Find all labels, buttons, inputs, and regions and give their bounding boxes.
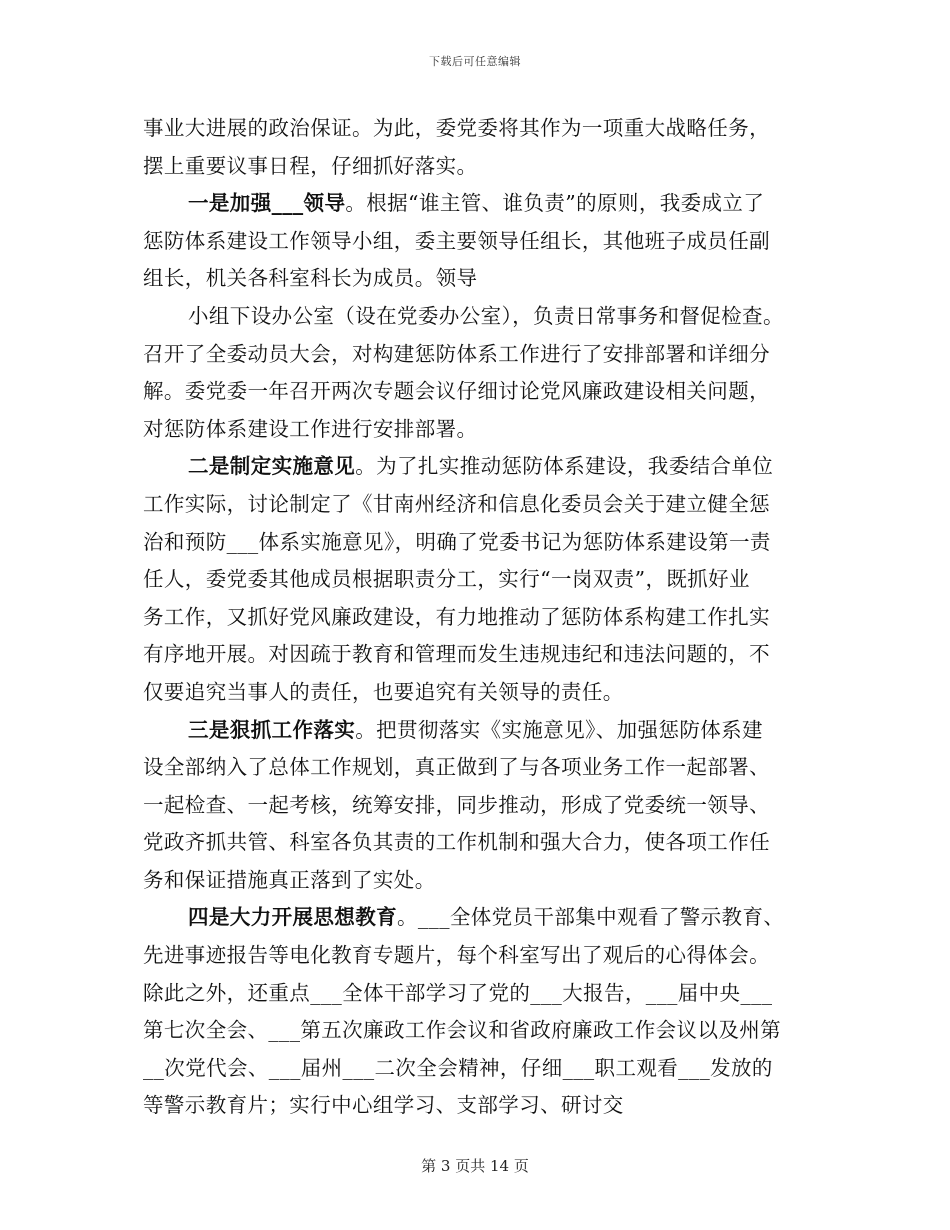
paragraph-lead: 一是加强___领导 xyxy=(188,191,346,216)
text-line: 三是狠抓工作落实。把贯彻落实《实施意见》、加强惩防体系建 xyxy=(188,717,763,742)
paragraph-lead: 二是制定实施意见 xyxy=(188,454,356,479)
text-line: 惩防体系建设工作领导小组，委主要领导任组长，其他班子成员任副 xyxy=(143,228,770,253)
page-header: 下载后可任意编辑 xyxy=(429,55,521,68)
text-line: 务和保证措施真正落到了实处。 xyxy=(143,867,436,892)
text-line: 一是加强___领导。根据“谁主管、谁负责”的原则，我委成立了 xyxy=(188,191,765,216)
text-line: 四是大力开展思想教育。___全体党员干部集中观看了警示教育、 xyxy=(188,905,785,930)
text-line: 一起检查、一起考核，统筹安排，同步推动，形成了党委统一领导、 xyxy=(143,792,770,817)
page-footer: 第 3 页共 14 页 xyxy=(421,1157,529,1175)
text-line: 摆上重要议事日程，仔细抓好落实。 xyxy=(143,153,478,178)
text-line: 解。委党委一年召开两次专题会议仔细讨论党风廉政建设相关问题， xyxy=(143,379,770,404)
document-body xyxy=(143,110,823,1125)
text-line: 工作实际，讨论制定了《甘南州经济和信息化委员会关于建立健全惩 xyxy=(143,491,770,516)
text-line: 设全部纳入了总体工作规划，真正做到了与各项业务工作一起部署、 xyxy=(143,755,770,780)
text-line: 有序地开展。对因疏于教育和管理而发生违规违纪和违法问题的，不 xyxy=(143,642,770,667)
text-line: 党政齐抓共管、科室各负其责的工作机制和强大合力，使各项工作任 xyxy=(143,830,770,855)
text-line: 治和预防___体系实施意见》，明确了党委书记为惩防体系建设第一责 xyxy=(143,529,771,554)
text-line: 二是制定实施意见。为了扎实推动惩防体系建设，我委结合单位 xyxy=(188,454,774,479)
paragraph-lead: 三是狠抓工作落实 xyxy=(188,717,356,742)
text-line: 第七次全会、___第五次廉政工作会议和省政府廉政工作会议以及州第 xyxy=(143,1018,782,1043)
text-line: 对惩防体系建设工作进行安排部署。 xyxy=(143,416,478,441)
text-line: 事业大进展的政治保证。为此，委党委将其作为一项重大战略任务， xyxy=(143,116,770,140)
text-line: 组长，机关各科室科长为成员。领导 xyxy=(143,266,478,291)
text-line: 除此之外，还重点___全体干部学习了党的___大报告，___届中央___ xyxy=(143,980,773,1005)
text-line: 等警示教育片；实行中心组学习、支部学习、研讨交 xyxy=(143,1093,624,1118)
text-line: 召开了全委动员大会，对构建惩防体系工作进行了安排部署和详细分 xyxy=(143,341,770,366)
text-line: 先进事迹报告等电化教育专题片，每个科室写出了观后的心得体会。 xyxy=(143,943,770,968)
text-line: 任人，委党委其他成员根据职责分工，实行“一岗双责”，既抓好业 xyxy=(143,567,750,592)
text-line: __次党代会、___届州___二次全会精神，仔细___职工观看___发放的 xyxy=(143,1055,773,1080)
paragraph-lead: 四是大力开展思想教育 xyxy=(188,905,397,930)
text-line: 仅要追究当事人的责任，也要追究有关领导的责任。 xyxy=(143,679,624,704)
text-line: 务工作，又抓好党风廉政建设，有力地推动了惩防体系构建工作扎实 xyxy=(143,604,770,629)
text-line: 小组下设办公室（设在党委办公室），负责日常事务和督促检查。 xyxy=(188,303,784,328)
